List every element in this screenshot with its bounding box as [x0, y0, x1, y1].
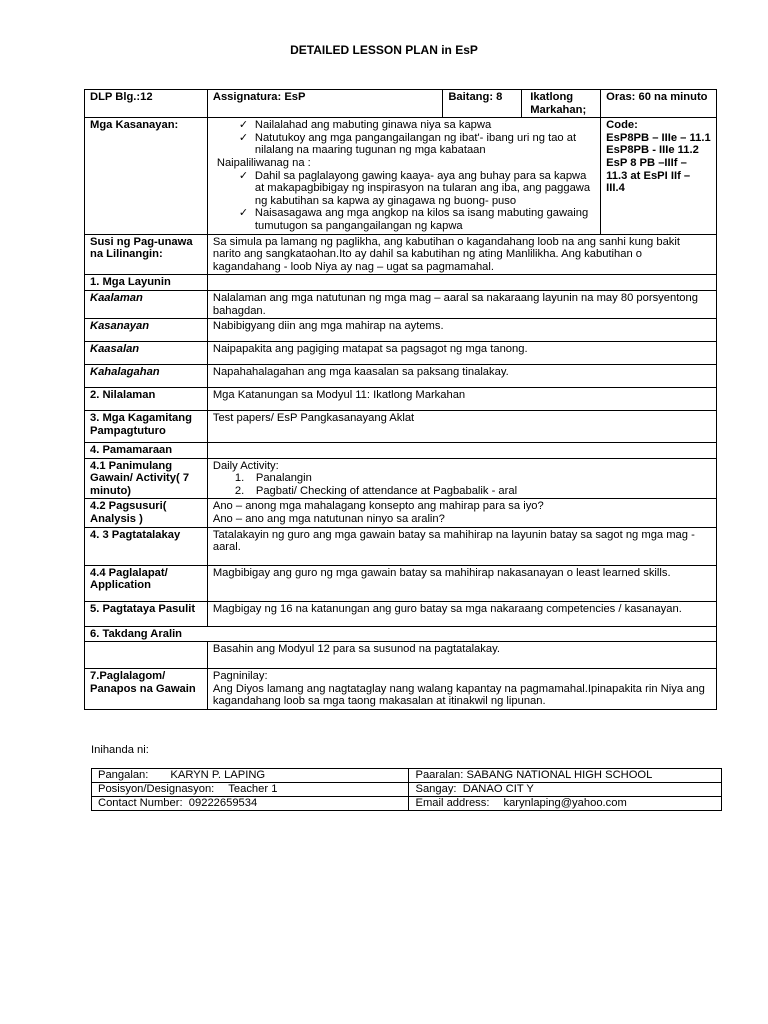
prep-row-1 [92, 769, 722, 783]
header-row [85, 90, 717, 118]
prepared-by-label: Inihanda ni: [91, 744, 149, 756]
layunin-row [85, 275, 717, 291]
checkmark-icon: ✓ [238, 131, 249, 144]
takdang-label-row [85, 626, 717, 642]
paglalagom-text: Ang Diyos lamang ang nagtataglay nang walang kapantay na pagmamahal.Ipinapakita rin Niya ang kagandahang loob sa mga taong makasalan at itinakwil ng lipunan. [212, 682, 705, 708]
kasanayan-row [85, 118, 717, 234]
panimula-row [85, 458, 717, 499]
kahalagahan-row [85, 365, 717, 388]
kaasalan-row [85, 342, 717, 365]
code-cell [601, 118, 717, 234]
teacher-name: KARYN P. LAPING [170, 769, 266, 781]
takdang-row [85, 642, 717, 669]
kasanayan-label: Mga Kasanayan: [85, 118, 208, 234]
pagtataya-row [85, 601, 717, 626]
kasanayan-layunin-text: Nabibigyang diin ang mga mahirap na aytems. [207, 319, 716, 342]
pamamaraan-row [85, 443, 717, 459]
takdang-label: 6. Takdang Aralin [85, 626, 717, 642]
markahan: Ikatlong Markahan; [522, 90, 601, 118]
kaalaman-label: Kaalaman [85, 290, 208, 318]
kagamitan-label: 3. Mga Kagamitang Pampagtuturo [85, 411, 208, 443]
panimula-label: 4.1 Panimulang Gawain/ Activity( 7 minuto) [85, 458, 208, 499]
checkmark-icon: ✓ [238, 207, 249, 220]
list-item: 2. Pagbati/ Checking of attendance at Pagbabalik - aral [234, 484, 518, 497]
code-2: EsP8PB - IIIe 11.2 [606, 144, 699, 157]
contact-cell: Contact Number: 09222659534 [92, 797, 409, 811]
kaalaman-row [85, 290, 717, 318]
layunin-label: 1. Mga Layunin [85, 275, 208, 291]
nilalaman-row [85, 388, 717, 411]
paglalagom-content [207, 669, 716, 710]
kaasalan-label: Kaasalan [85, 342, 208, 365]
susi-label: Susi ng Pag-unawa na Lilinangin: [85, 234, 208, 275]
kagamitan-text: Test papers/ EsP Pangkasanayang Aklat [207, 411, 716, 443]
list-item: ✓ Nailalahad ang mabuting ginawa niya sa kapwa [238, 119, 492, 132]
kaasalan-text: Naipapakita ang pagiging matapat sa pagsagot ng mga tanong. [207, 342, 716, 365]
list-item: ✓ Natutukoy ang mga pangangailangan ng ibat'- ibang uri ng tao at nilalang na maaring tugunan ng mga kabataan [238, 131, 577, 157]
kahalagahan-label: Kahalagahan [85, 365, 208, 388]
pagsusuri-row [85, 499, 717, 527]
oras: Oras: 60 na minuto [601, 90, 717, 118]
activity-list [213, 472, 711, 497]
kasanayan-layunin-label: Kasanayan [85, 319, 208, 342]
posisyon-cell: Posisyon/Designasyon: Teacher 1 [92, 783, 409, 797]
paglalapat-label: 4.4 Paglalapat/ Application [85, 565, 208, 601]
paglalapat-text: Magbibigay ang guro ng mga gawain batay sa mahihirap nakasanayan o least learned skills. [207, 565, 716, 601]
pagsusuri-label: 4.2 Pagsusuri( Analysis ) [85, 499, 208, 527]
paglalagom-intro: Pagninilay: [212, 670, 268, 683]
paglalagom-row [85, 669, 717, 710]
panimula-content [207, 458, 716, 499]
code-3: EsP 8 PB –IIIf – 11.3 at EsPI IIf – III.4 [606, 156, 691, 195]
kasanayan-layunin-row [85, 319, 717, 342]
page-title: DETAILED LESSON PLAN in EsP [290, 43, 478, 57]
code-1: EsP8PB – IIIe – 11.1 [606, 131, 711, 144]
pagtatalakay-row [85, 527, 717, 565]
pagsusuri-content [207, 499, 716, 527]
paglalapat-row [85, 565, 717, 601]
list-item: ✓ Naisasagawa ang mga angkop na kilos sa isang mabuting gawaing tumutugon sa pangangailangan ng kapwa [238, 207, 589, 232]
pagsusuri-line-2: Ano – ano ang mga natutunan ninyo sa aralin? [212, 513, 445, 526]
nilalaman-label: 2. Nilalaman [85, 388, 208, 411]
prepared-by-table [91, 768, 722, 811]
kasanayan-content [207, 118, 600, 234]
prep-row-3 [92, 797, 722, 811]
pagtataya-label: 5. Pagtataya Pasulit [85, 601, 208, 626]
nilalaman-text: Mga Katanungan sa Modyul 11: Ikatlong Markahan [207, 388, 716, 411]
code-label: Code: [606, 119, 638, 132]
email-link: karynlaping@yahoo.com [503, 797, 627, 809]
kagamitan-row [85, 411, 717, 443]
checkmark-icon: ✓ [238, 169, 249, 182]
paaralan-cell: Paaralan: SABANG NATIONAL HIGH SCHOOL [409, 769, 722, 783]
sangay-cell: Sangay: DANAO CIT Y [409, 783, 722, 797]
pamamaraan-label: 4. Pamamaraan [85, 443, 208, 459]
baitang: Baitang: 8 [443, 90, 522, 118]
pagtataya-text: Magbigay ng 16 na katanungan ang guro batay sa mga nakaraang competencies / kasanayan. [207, 601, 716, 626]
paglalagom-label: 7.Paglalagom/ Panapos na Gawain [85, 669, 208, 710]
susi-row [85, 234, 717, 275]
kasanayan-intro: Naipaliliwanag na : [216, 156, 311, 169]
kahalagahan-text: Napahahalagahan ang mga kaasalan sa paksang tinalakay. [207, 365, 716, 388]
prep-row-2 [92, 783, 722, 797]
kaalaman-text: Nalalaman ang mga natutunan ng mga mag – aaral sa nakaraang layunin na may 80 porsyentong bahagdan. [207, 290, 716, 318]
kasanayan-list-a [208, 119, 595, 157]
pagsusuri-line-1: Ano – anong mga mahalagang konsepto ang mahirap para sa iyo? [212, 500, 544, 513]
susi-text: Sa simula pa lamang ng paglikha, ang kabutihan o kagandahang loob na ang sanhi kung bakit narito ang sangkataohan.Ito ay dahil sa kabutihan ng ating Manlilikha. Ang kabutihan o kagandahang - loob Niya ay nag – ugat sa pagmamahal. [207, 234, 716, 275]
pagtatalakay-text: Tatalakayin ng guro ang mga gawain batay sa mahihirap na layunin batay sa sagot ng mga mag - aaral. [207, 527, 716, 565]
panimula-intro: Daily Activity: [212, 459, 279, 472]
pangalan-cell: Pangalan: KARYN P. LAPING [92, 769, 409, 783]
email-cell: Email address: karynlaping@yahoo.com [409, 797, 722, 811]
list-item: ✓ Dahil sa paglalayong gawing kaaya- aya ang buhay para sa kapwa at makapagbibigay ng inspirasyon na tularan ang iba, ang paggawa ng kabutihan sa kapwa ay ginagawa ng buong- puso [238, 169, 591, 207]
checkmark-icon: ✓ [238, 119, 249, 132]
kasanayan-list-b [208, 170, 595, 233]
list-item: 1. Panalangin [234, 472, 312, 485]
dlp-number: DLP Blg.:12 [85, 90, 208, 118]
pagtatalakay-label: 4. 3 Pagtatalakay [85, 527, 208, 565]
assignatura: Assignatura: EsP [207, 90, 442, 118]
takdang-text: Basahin ang Modyul 12 para sa susunod na pagtatalakay. [207, 642, 716, 669]
lesson-plan-table [84, 89, 717, 710]
